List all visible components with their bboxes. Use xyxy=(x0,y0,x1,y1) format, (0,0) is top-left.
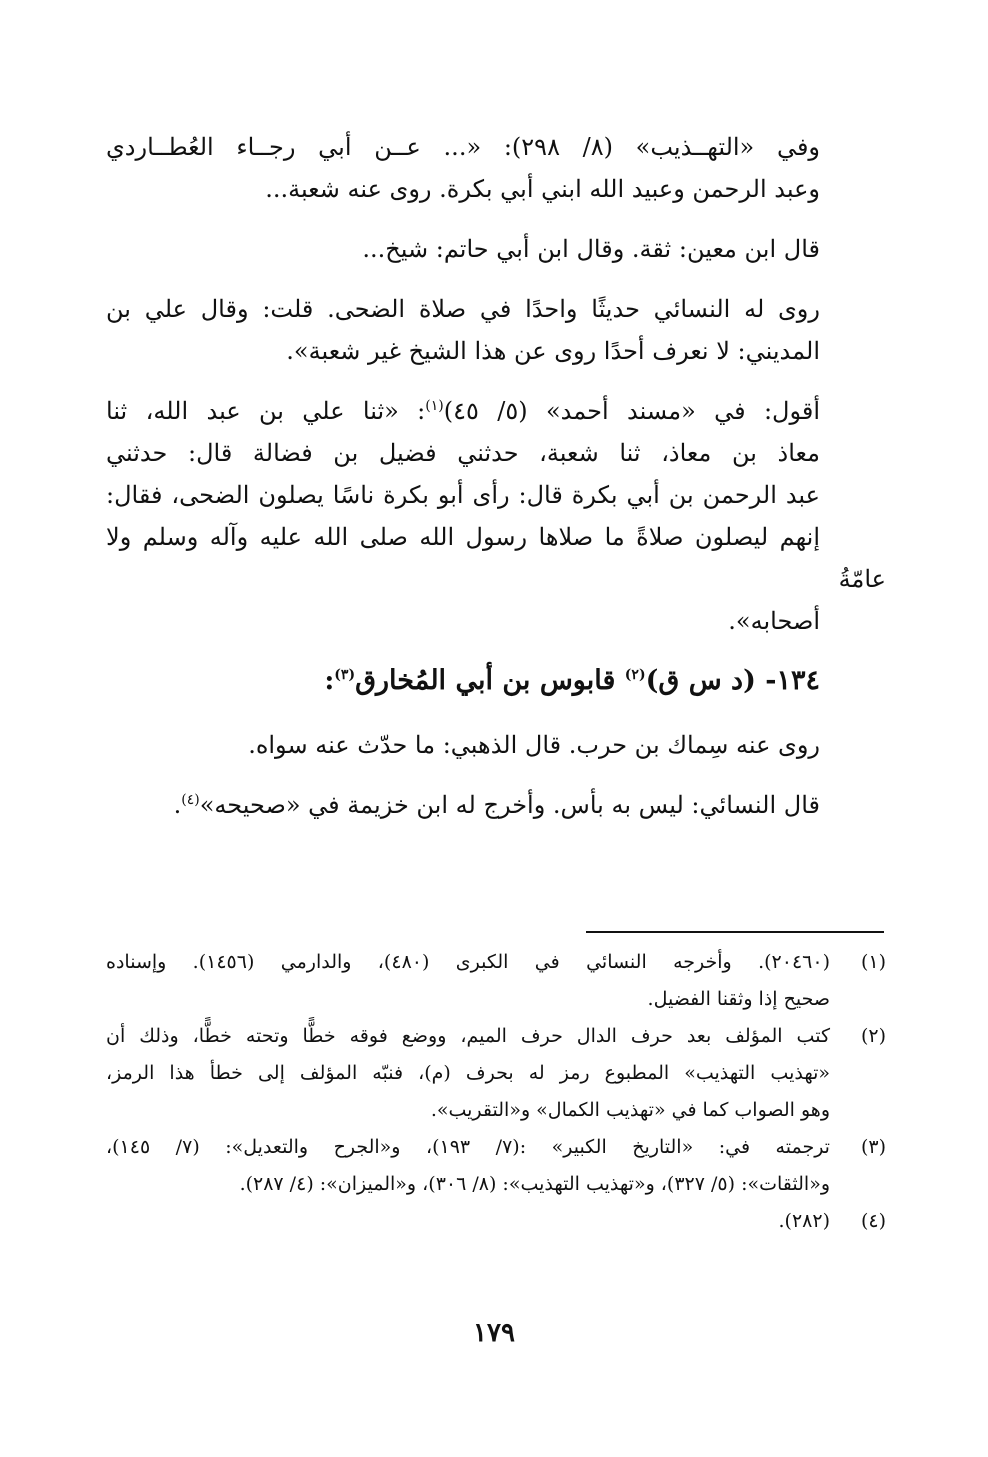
footnote-line: «تهذيب التهذيب» المطبوع رمز له بحرف (م)، فنبّه المؤلف إلى خطأ هذا الرمز، xyxy=(106,1062,830,1084)
text-segment: أقول: في «مسند أحمد» (٥/ ٤٥) xyxy=(443,397,821,425)
entry-name: قابوس بن أبي المُخارق xyxy=(355,665,616,696)
paragraph-samak xyxy=(106,724,886,766)
entry-colon: : xyxy=(324,665,335,696)
text-line: عبد الرحمن بن أبي بكرة قال: رأى أبو بكرة ناسًا يصلون الضحى، فقال: xyxy=(106,481,820,509)
footnote-3 xyxy=(106,1129,886,1203)
footnote-1 xyxy=(106,944,886,1018)
footnote-text xyxy=(106,1129,830,1203)
page-number: ١٧٩ xyxy=(473,1318,515,1348)
footnote-line: و«الثقات»: (٥/ ٣٢٧)، و«تهذيب التهذيب»: (٨/ ٣٠٦)، و«الميزان»: (٤/ ٢٨٧). xyxy=(239,1173,830,1195)
text-line xyxy=(106,784,886,826)
footnote-text xyxy=(106,1203,830,1240)
text-line: قال ابن معين: ثقة. وقال ابن أبي حاتم: شيخ... xyxy=(362,235,820,263)
footnote-number: (٤) xyxy=(860,1210,886,1232)
text-line: أصحابه». xyxy=(728,607,820,635)
main-text xyxy=(106,126,886,844)
footnote-line: (٢٨٢). xyxy=(778,1210,830,1232)
paragraph-ibn-maeen xyxy=(106,228,886,270)
paragraph-tahdhib-quote xyxy=(106,126,886,210)
entry-number: ١٣٤- xyxy=(765,665,820,696)
text-line: المديني: لا نعرف أحدًا روى عن هذا الشيخ غير شعبة». xyxy=(286,337,820,365)
text-line: معاذ بن معاذ، ثنا شعبة، حدثني فضيل بن فضالة قال: حدثني xyxy=(106,439,820,467)
text-line: روى عنه سِماك بن حرب. قال الذهبي: ما حدّث عنه سواه. xyxy=(248,731,820,759)
entry-heading xyxy=(106,660,886,702)
paragraph-musnad-ahmad xyxy=(106,390,886,642)
footnotes xyxy=(106,944,886,1240)
text-line xyxy=(106,390,886,432)
text-segment: . xyxy=(173,791,182,819)
footnote-number: (١) xyxy=(860,951,886,973)
footnote-number: (٣) xyxy=(860,1136,886,1158)
paragraph-nasai-ibn-khuzayma xyxy=(106,784,886,826)
paragraph-nasai xyxy=(106,288,886,372)
footnote-line: كتب المؤلف بعد حرف الدال حرف الميم، ووضع فوقه خطًّا وتحته خطًّا، وذلك أن xyxy=(106,1025,830,1047)
text-line: روى له النسائي حديثًا واحدًا في صلاة الضحى. قلت: وقال علي بن xyxy=(106,295,820,323)
text-line: وعبد الرحمن وعبيد الله ابني أبي بكرة. روى عنه شعبة... xyxy=(265,175,820,203)
footnote-number: (٢) xyxy=(860,1025,886,1047)
footnote-line: صحيح إذا وثقنا الفضيل. xyxy=(647,988,830,1010)
footnote-text xyxy=(106,944,830,1018)
footnote-line: (٢٠٤٦٠). وأخرجه النسائي في الكبرى (٤٨٠)، والدارمي (١٤٥٦). وإسناده xyxy=(106,951,830,973)
entry-codes: (د س ق) xyxy=(645,665,756,696)
footnote-marker[interactable]: (٤) xyxy=(181,792,200,808)
footnote-2 xyxy=(106,1018,886,1129)
footnote-marker[interactable]: (١) xyxy=(425,398,444,414)
footnote-marker[interactable]: (٣) xyxy=(334,667,356,683)
footnote-marker[interactable]: (٢) xyxy=(624,667,646,683)
footnote-separator xyxy=(586,931,884,933)
text-line: إنهم ليصلون صلاةً ما صلاها رسول الله صلى الله عليه وآله وسلم ولا عامّةُ xyxy=(106,523,886,593)
footnote-text xyxy=(106,1018,830,1129)
text-line: وفي «التهــذيب» (٨/ ٢٩٨): «... عــن أبي رجــاء العُطــاردي xyxy=(106,133,821,161)
text-segment: قال النسائي: ليس به بأس. وأخرج له ابن خزيمة في «صحيحه» xyxy=(199,791,820,819)
text-segment: : «ثنا علي بن عبد الله، ثنا xyxy=(106,397,426,425)
footnote-line: ترجمته في: «التاريخ الكبير» :(٧/ ١٩٣)، و«الجرح والتعديل»: (٧/ ١٤٥)، xyxy=(106,1136,830,1158)
footnote-4 xyxy=(106,1203,886,1240)
footnote-line: وهو الصواب كما في «تهذيب الكمال» و«التقريب». xyxy=(430,1099,830,1121)
